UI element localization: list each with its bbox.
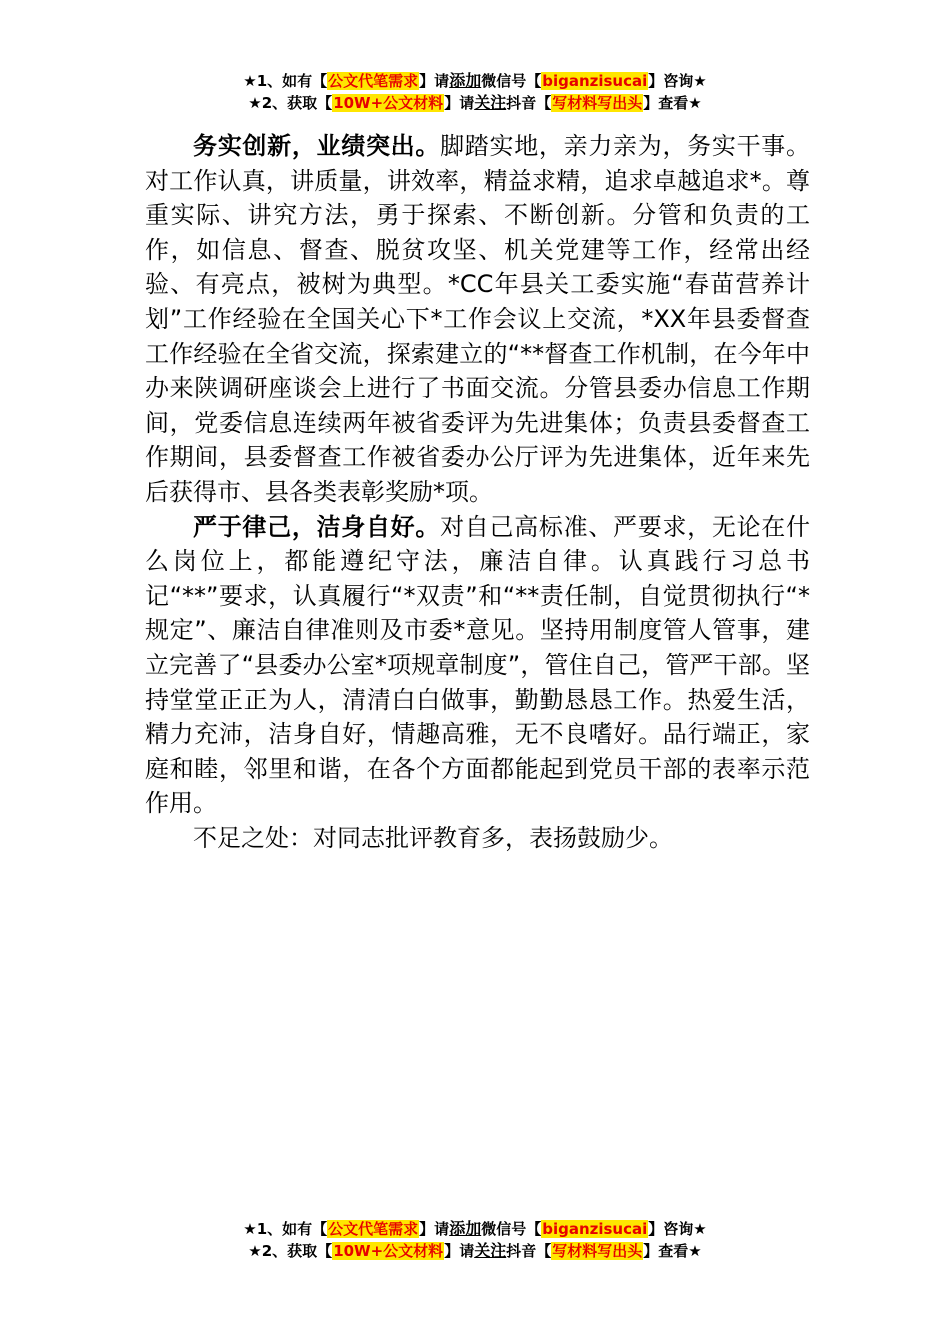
paragraph-text: 脚踏实地，亲力亲为，务实干事。对工作认真，讲质量，讲效率，精益求精，追求卓越追求*。尊重实际、讲究方法，勇于探索、不断创新。分管和负责的工作，如信息、督查、脱贫攻坚、机关党建等工作，经常出经验、有亮点，被树为典型。*CC年县关工委实施“春苗营养计划”工作经验在全国关心下*工作会议上交流，*XX年县委督查工作经验在全省交流，探索建立的“**督查工作机制，在今年中办来陕调研座谈会上进行了书面交流。分管县委办信息工作期间，党委信息连续两年被省委评为先进集体；负责县委督查工作期间，县委督查工作被省委办公厅评为先进集体，近年来先后获得市、县各类表彰奖励*项。 <box>145 132 811 506</box>
banner-line-1 <box>0 70 950 92</box>
banner-text: 微信号【 <box>481 1220 542 1238</box>
banner-line-1 <box>0 1218 950 1240</box>
banner-emphasis: 添加 <box>449 71 482 90</box>
douyin-highlight: 写材料写出头 <box>552 1242 643 1260</box>
banner-prefix: ★2、获取【 <box>248 94 333 112</box>
banner-text: 】请 <box>444 1242 475 1260</box>
banner-emphasis: 关注 <box>474 1241 507 1260</box>
banner-text: 】请 <box>419 1220 450 1238</box>
banner-prefix: ★2、获取【 <box>248 1242 333 1260</box>
materials-highlight: 10W+公文材料 <box>333 94 444 112</box>
paragraph-lead: 严于律己，洁身自好。 <box>193 512 441 541</box>
banner-line-2 <box>0 92 950 114</box>
service-highlight: 公文代笔需求 <box>328 72 419 90</box>
paragraph <box>145 510 810 821</box>
banner-suffix: 】查看★ <box>643 94 702 112</box>
materials-highlight: 10W+公文材料 <box>333 1242 444 1260</box>
banner-prefix: ★1、如有【 <box>243 1220 328 1238</box>
paragraph-text: 对自己高标准、严要求，无论在什么岗位上，都能遵纪守法，廉洁自律。认真践行习总书记“**”要求，认真履行“*双责”和“**责任制，自觉贯彻执行“*规定”、廉洁自律准则及市委*意见。坚持用制度管人管事，建立完善了“县委办公室*项规章制度”，管住自己，管严干部。坚持堂堂正正为人，清清白白做事，勤勤恳恳工作。热爱生活，精力充沛，洁身自好，情趣高雅，无不良嗜好。品行端正，家庭和睦，邻里和谐，在各个方面都能起到党员干部的表率示范作用。 <box>145 512 811 818</box>
banner-prefix: ★1、如有【 <box>243 72 328 90</box>
banner-line-2 <box>0 1240 950 1262</box>
douyin-highlight: 写材料写出头 <box>552 94 643 112</box>
banner-suffix: 】查看★ <box>643 1242 702 1260</box>
document-body <box>145 129 810 855</box>
banner-suffix: 】咨询★ <box>648 72 707 90</box>
banner-text: 】请 <box>419 72 450 90</box>
paragraph-text: 不足之处：对同志批评教育多，表扬鼓励少。 <box>193 823 673 852</box>
banner-text: 】请 <box>444 94 475 112</box>
banner-text: 抖音【 <box>506 1242 552 1260</box>
wechat-id-highlight: biganzisucai <box>542 72 648 90</box>
banner-text: 抖音【 <box>506 94 552 112</box>
banner-text: 微信号【 <box>481 72 542 90</box>
footer-banner <box>0 1218 950 1262</box>
paragraph <box>145 821 810 856</box>
paragraph-lead: 务实创新，业绩突出。 <box>193 132 441 160</box>
service-highlight: 公文代笔需求 <box>328 1220 419 1238</box>
header-banner <box>0 70 950 114</box>
banner-emphasis: 添加 <box>449 1219 482 1238</box>
paragraph <box>145 129 810 510</box>
wechat-id-highlight: biganzisucai <box>542 1220 648 1238</box>
banner-emphasis: 关注 <box>474 93 507 112</box>
banner-suffix: 】咨询★ <box>648 1220 707 1238</box>
